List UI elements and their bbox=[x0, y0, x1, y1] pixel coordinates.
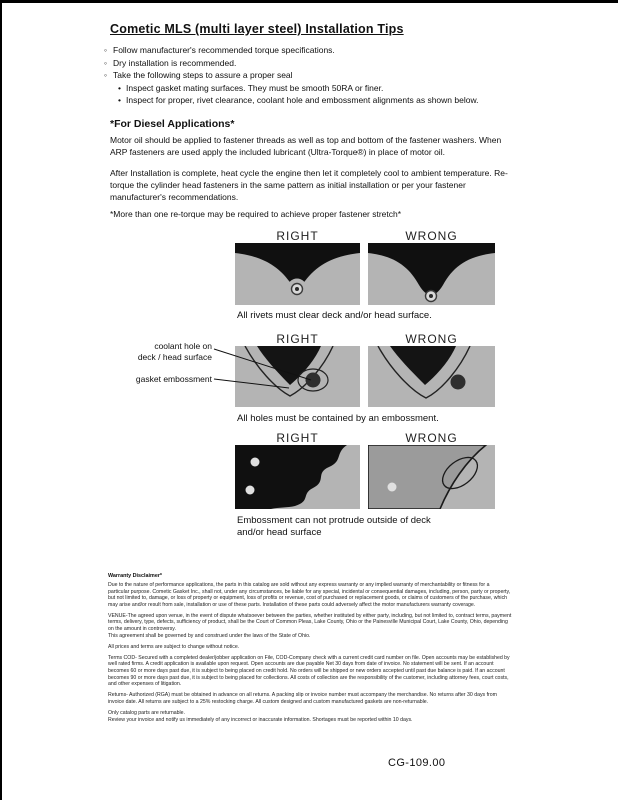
diagram3-caption-line2: and/or head surface bbox=[237, 527, 322, 538]
tip-sub-text: Inspect gasket mating surfaces. They must be smooth 50RA or finer. bbox=[126, 82, 384, 93]
coolant-hole bbox=[451, 375, 466, 390]
page-title: Cometic MLS (multi layer steel) Installation Tips bbox=[110, 22, 404, 36]
warranty-heading: Warranty Disclaimer* bbox=[108, 573, 163, 579]
tip-sub-text: Inspect for proper, rivet clearance, coolant hole and embossment alignments as shown below. bbox=[126, 95, 479, 105]
diagram-protrusion-right bbox=[235, 445, 360, 509]
wrong-label: WRONG bbox=[405, 229, 458, 243]
warranty-paragraph: Due to the nature of performance applications, the parts in this catalog are sold without any express warranty or any implied warranty of merchantability or fitness for a particular purpose. Cometic Gasket Inc., shall not, under any circumstances, be liable for any special, incidental or consequential damages, including, person, party or property, but not limited to, damage, or loss of property or equipment, loss of profits or revenue, cost of purchased or replacement goods, or claims of customers of the purchase, which may arise and/or result from sale, installation or use of these parts. Installation of these parts could adversely affect the motor manufacturers warranty coverage. bbox=[108, 582, 511, 608]
diesel-heading: *For Diesel Applications* bbox=[110, 118, 235, 130]
retorque-note: *More than one re-torque may be required to achieve proper fastener stretch* bbox=[110, 209, 402, 219]
diagram-rivets-wrong bbox=[368, 243, 495, 305]
warranty-paragraph: Review your invoice and notify us immediately of any incorrect or inaccurate information. Shortages must be reported within 10 days. bbox=[108, 716, 413, 723]
right-label: RIGHT bbox=[276, 332, 319, 346]
warranty-paragraph: This agreement shall be governed by and construed under the laws of the State of Ohio. bbox=[108, 632, 311, 639]
diesel-paragraph-2: After Installation is complete, heat cycle the engine then let it completely cool to ambient temperature. Re-torque the cylinder head fasteners in the same pattern as initial installation or per your fastener manufacturer's recommendations. bbox=[110, 168, 508, 203]
page-edge-left bbox=[0, 0, 2, 800]
diagram-rivets-right bbox=[235, 243, 360, 305]
diagram-embossment-wrong bbox=[368, 346, 495, 407]
tip-item bbox=[104, 58, 236, 69]
diesel-paragraph-1: Motor oil should be applied to fastener threads as well as top and bottom of the fastener washers. When ARP fasteners are used apply the included lubricant (Ultra-Torque®) in place of motor oil. bbox=[110, 135, 502, 158]
coolant-hole-annotation: coolant hole on deck / head surface bbox=[137, 341, 212, 362]
diagram1-caption: All rivets must clear deck and/or head surface. bbox=[237, 310, 432, 321]
bolt-hole bbox=[388, 483, 397, 492]
right-label: RIGHT bbox=[276, 229, 319, 243]
diagram-embossment-right bbox=[235, 346, 360, 407]
warranty-paragraph: All prices and terms are subject to change without notice. bbox=[108, 643, 240, 650]
gasket-embossment-annotation: gasket embossment bbox=[135, 374, 212, 384]
warranty-paragraph: Only catalog parts are returnable. bbox=[108, 710, 185, 716]
tip-sub-item bbox=[118, 83, 383, 94]
tip-sub-item bbox=[118, 95, 478, 106]
wrong-label: WRONG bbox=[405, 431, 458, 445]
page-edge-top bbox=[0, 0, 618, 3]
page-code: CG-109.00 bbox=[388, 757, 446, 769]
warranty-paragraph: Returns- Authorized (RGA) must be obtained in advance on all returns. A packing slip or invoice number must accompany the merchandise. No returns after 30 days from invoice date. All returns are subject to a 25% restocking charge. All custom designed and custom manufactured gaskets are non-returnable. bbox=[108, 692, 497, 705]
tip-text: Take the following steps to assure a proper seal bbox=[113, 70, 293, 80]
diagram-protrusion-wrong bbox=[368, 445, 495, 509]
filled-bullet-icon: • bbox=[118, 82, 121, 93]
tip-text: Dry installation is recommended. bbox=[113, 57, 237, 68]
open-bullet-icon: ◦ bbox=[104, 70, 108, 80]
right-label: RIGHT bbox=[276, 431, 319, 445]
diagram3-caption-line1: Embossment can not protrude outside of deck bbox=[237, 515, 431, 526]
warranty-paragraph: VENUE-The agreed upon venue, in the event of dispute whatsoever between the parties, whether instituted by either party, including, but not limited to, contract terms, payment terms, delivery, type, defects, sufficiency of product, shall be the Court of Common Pleas, Lake County, Ohio or the Painesville Municipal Court, Lake County, Ohio, depending on the amount in controversy. bbox=[108, 612, 512, 633]
tip-text: Follow manufacturer's recommended torque specifications. bbox=[113, 45, 335, 55]
coolant-hole bbox=[306, 373, 321, 388]
warranty-paragraph: Terms COD- Secured with a completed dealer/jobber application on File, COD-Company check with a current credit card number on file. Open accounts may be established by well rated firms. A credit application is available upon request. Open accounts are due payable Net 30 days from date of invoice. No statement will be sent. If an account becomes 60 or more days past due, it is subject to being placed on credit hold. No orders will be shipped or new orders accepted until past due balance is paid. If an account becomes 90 or more days past due, it is subject to being placed for collections. All costs of collection are the responsibility of the customer, including attorney fees, court costs, and other expenses of litigation. bbox=[108, 654, 510, 688]
filled-bullet-icon: • bbox=[118, 95, 121, 105]
open-bullet-icon: ◦ bbox=[104, 45, 108, 55]
tip-item bbox=[104, 45, 335, 56]
bolt-hole bbox=[251, 458, 260, 467]
open-bullet-icon: ◦ bbox=[104, 57, 108, 68]
tip-item bbox=[104, 70, 293, 81]
warranty-disclaimer bbox=[108, 573, 512, 728]
diagram2-caption: All holes must be contained by an embossment. bbox=[237, 413, 439, 424]
bolt-hole bbox=[246, 486, 255, 495]
wrong-label: WRONG bbox=[405, 332, 458, 346]
